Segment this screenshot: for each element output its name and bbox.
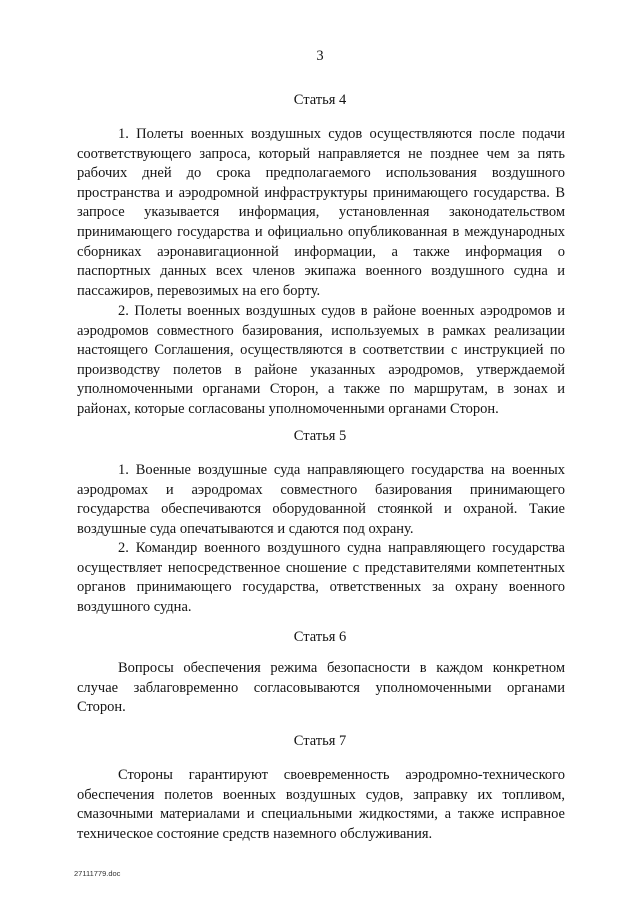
article-4-paragraph-1: 1. Полеты военных воздушных судов осуществляются после подачи соответствующего запроса, который направляется не позднее чем за пять рабочих дней до срока предполагаемого использования воздушного пространства и аэродромной инфраструктуры принимающего государства. В запросе указывается информация, установленная законодательством принимающего государства и официально опубликованная в международных сборниках аэронавигационной информации, а также информация о паспортных данных всех членов экипажа военного воздушного судна и пассажиров, перевозимых на его борту. [77,126,565,299]
page-number: 3 [316,48,324,64]
article-5-heading: Статья 5 [293,428,347,444]
article-7-paragraph-1: Стороны гарантируют своевременность аэродромно-технического обеспечения полетов военных воздушных судов, заправку их топливом, смазочными материалами и специальными жидкостями, а также исправное техническое состояние средств наземного обслуживания. [77,767,565,842]
article-5-paragraph-1: 1. Военные воздушные суда направляющего государства на военных аэродромах и аэродромах совместного базирования принимающего государства обеспечиваются оборудованной стоянкой и охраной. Такие воздушные суда опечатываются и сдаются под охрану. [77,462,565,537]
article-4-paragraph-2: 2. Полеты военных воздушных судов в районе военных аэродромов и аэродромов совместного базирования, используемых в рамках реализации настоящего Соглашения, осуществляются в соответствии с инструкцией по производству полетов в районе указанных аэродромов, утверждаемой уполномоченными органами Сторон, а также по маршрутам, в зонах и районах, которые согласованы уполномоченными органами Сторон. [77,303,565,417]
article-7-heading: Статья 7 [293,733,347,749]
article-5-paragraph-2: 2. Командир военного воздушного судна направляющего государства осуществляет непосредственное сношение с представителями компетентных органов принимающего государства, ответственных за охрану военного воздушного судна. [77,540,565,615]
article-6-heading: Статья 6 [293,629,347,645]
article-4-heading: Статья 4 [293,92,347,108]
article-6-paragraph-1: Вопросы обеспечения режима безопасности в каждом конкретном случае заблаговременно согласовываются уполномоченными органами Сторон. [77,660,565,716]
document-footer: 27111779.doc [74,869,121,878]
